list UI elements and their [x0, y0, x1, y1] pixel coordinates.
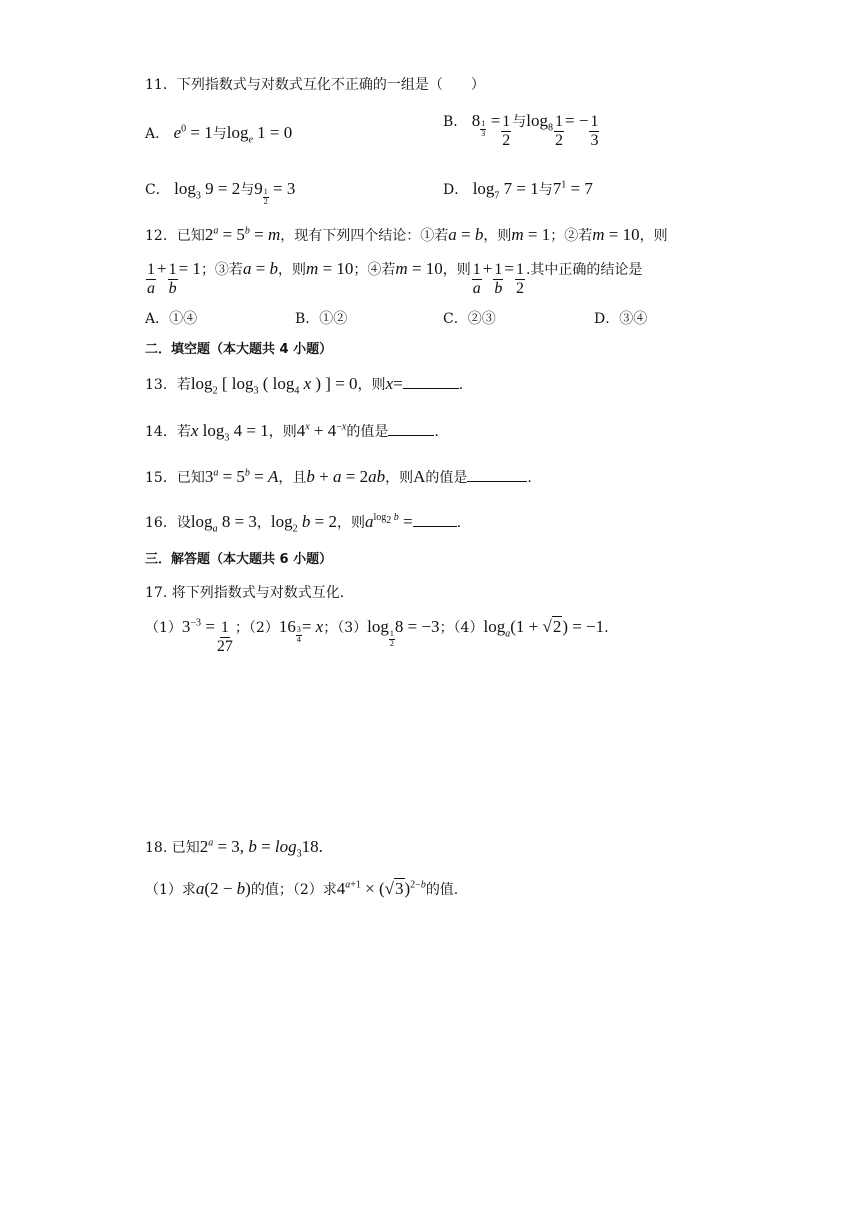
q12-option-a: A．①④ [145, 311, 198, 327]
q11-option-d: D． $\log_7 7 = 1$与$7^1 = 7$ [443, 179, 593, 202]
q12-line2: $\frac{1}{a}$ + $\frac{1}{b}$ = 1；③若a = b，则m = 10；④若m = 10，则 $\frac{1}{a}$ + $\frac{1}{b}$ = $\frac{1}{2}$ .其中正确的结论是 [147, 259, 643, 298]
answer-blank [403, 374, 459, 389]
q13: 13．若$\log_2$ [ $\log_3$ ( $\log_4 x$ ) ] = 0，则x= . [145, 374, 464, 397]
q12-option-c: C．②③ [443, 311, 496, 327]
q14: 14．若x $\log_3 4 = 1$，则$4^x + 4^{-x}$的值是 . [145, 421, 439, 444]
answer-blank [467, 467, 527, 482]
q17-items: $(1)3^{-3}$ = $\frac{1}{27}$ ；（2）16 $\frac{3}{4}$ = x；（3）log $\frac{1}{2}$ 8 = −3；$(4)\log_a(1 + √2) = -1$. [145, 617, 609, 656]
q12-option-b: B．①② [295, 311, 348, 327]
answer-blank [413, 512, 457, 527]
q11-option-a: A． $e^0 = 1$与$\log_e 1 = 0$ [145, 123, 293, 146]
section-fill-in-heading: 二．填空题（本大题共 4 小题） [145, 342, 333, 357]
q11-option-c: C． $\log_3 9 = 2$与9 $\frac{1}{2}$ = 3 [145, 179, 296, 206]
q17-stem: 17. 将下列指数式与对数式互化. [145, 585, 345, 601]
q16: 16．设$\log_a 8 = 3$，$\log_2 b = 2$，则$a^{log_2 b}$ = . [145, 512, 462, 535]
q15: 15．已知$3^a = 5^b = A$，且b + a = 2ab，则A的值是 . [145, 467, 532, 486]
q12-line1: 12．已知$2^a = 5^b = m$，现有下列四个结论：①若a = b，则m = 1；②若m = 10，则 [145, 225, 668, 244]
q11-stem: 11．下列指数式与对数式互化不正确的一组是（ ） [145, 77, 485, 93]
q18-stem: 18. 已知$2^a = 3$, $b = \log_318$. [145, 837, 323, 860]
answer-blank [388, 421, 434, 436]
q12-option-d: D．③④ [594, 311, 648, 327]
section-answer-heading: 三．解答题（本大题共 6 小题） [145, 552, 333, 567]
q18-parts: （1）求a(2 − b)的值；（2）求$4^{a+1} \times (√3)^{2-b}$的值. [145, 879, 459, 898]
q11-option-b: B． 8 $\frac{1}{3}$ = $\frac{1}{2}$ 与$\log_8$ $\frac{1}{2}$ = − $\frac{1}{3}$ [443, 111, 599, 150]
